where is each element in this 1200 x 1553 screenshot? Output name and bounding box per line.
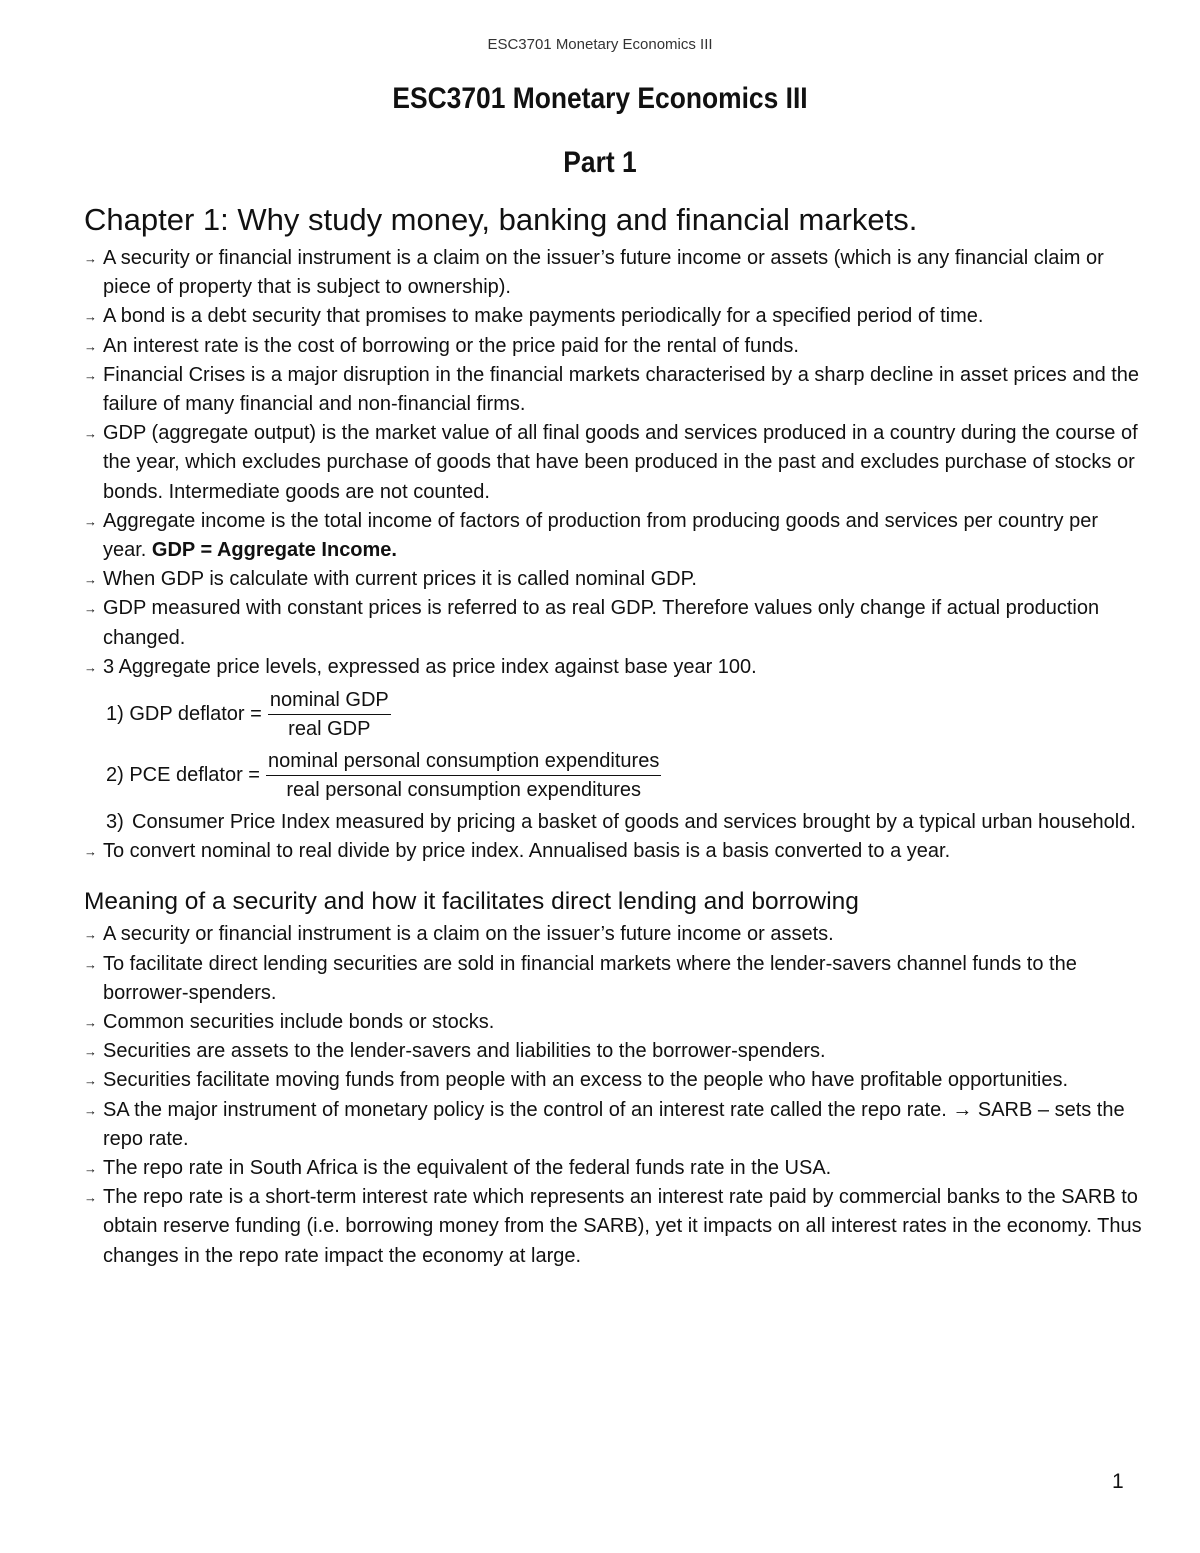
chapter-bullet-list-end	[84, 837, 1144, 866]
item-number: 3)	[106, 811, 124, 834]
section-heading: Meaning of a security and how it facilitates direct lending and borrowing	[84, 888, 859, 916]
chapter-bullet-list	[84, 244, 1144, 682]
arrow-icon: →	[84, 1161, 97, 1177]
denominator: real personal consumption expenditures	[286, 779, 641, 802]
pce-deflator-formula	[84, 747, 1144, 804]
arrow-icon: →	[84, 251, 97, 266]
formula-label: 2) PCE deflator =	[106, 764, 260, 787]
arrow-icon: →	[84, 601, 97, 617]
fraction	[268, 686, 391, 743]
list-item: → A bond is a debt security that promises to make payments periodically for a specified period of time.	[84, 302, 1144, 331]
list-item: → When GDP is calculate with current prices it is called nominal GDP.	[84, 565, 1144, 594]
arrow-icon: →	[84, 659, 97, 675]
list-item: → The repo rate in South Africa is the equivalent of the federal funds rate in the USA.	[84, 1154, 1144, 1183]
list-item: → Securities are assets to the lender-savers and liabilities to the borrower-spenders.	[84, 1037, 1144, 1066]
list-item: → Securities facilitate moving funds from people with an excess to the people who have profitable opportunities.	[84, 1066, 1144, 1095]
denominator: real GDP	[288, 718, 371, 741]
list-item: → GDP measured with constant prices is referred to as real GDP. Therefore values only change if actual production changed.	[84, 594, 1144, 652]
arrow-icon: →	[84, 367, 97, 383]
arrow-icon: →	[84, 1102, 97, 1118]
arrow-icon: →	[84, 1044, 97, 1060]
list-item: → Common securities include bonds or stocks.	[84, 1008, 1144, 1037]
list-item: → Aggregate income is the total income of factors of production from producing goods and services per country per year. GDP = Aggregate Income.	[84, 507, 1144, 565]
section-bullet-list	[84, 920, 1144, 1270]
arrow-icon: →	[84, 927, 97, 943]
arrow-icon: →	[84, 338, 97, 354]
fraction	[266, 747, 661, 804]
arrow-icon: →	[84, 309, 97, 325]
arrow-icon: →	[84, 956, 97, 972]
list-item: → To convert nominal to real divide by price index. Annualised basis is a basis converted to a year.	[84, 837, 1144, 866]
list-item: → An interest rate is the cost of borrowing or the price paid for the rental of funds.	[84, 332, 1144, 361]
arrow-icon: →	[84, 1015, 97, 1031]
arrow-icon: →	[84, 1073, 97, 1089]
running-header: ESC3701 Monetary Economics III	[487, 36, 713, 53]
cpi-item: 3) Consumer Price Index measured by pricing a basket of goods and services brought by a typical urban household.	[84, 808, 1144, 837]
document-title: ESC3701 Monetary Economics III	[392, 82, 808, 115]
formula-label: 1) GDP deflator =	[106, 703, 262, 726]
numerator: nominal GDP	[268, 686, 391, 715]
list-item: → A security or financial instrument is a claim on the issuer’s future income or assets (which is any financial claim or piece of property that is subject to ownership).	[84, 244, 1144, 302]
gdp-deflator-formula	[84, 686, 1144, 743]
list-item: → SA the major instrument of monetary policy is the control of an interest rate called the repo rate. → SARB – sets the repo rate.	[84, 1096, 1144, 1154]
arrow-icon: →	[84, 572, 97, 588]
bold-equation: GDP = Aggregate Income.	[151, 539, 397, 562]
arrow-icon: →	[84, 426, 97, 442]
page-number: 1	[1112, 1470, 1124, 1493]
arrow-icon: →	[84, 1190, 97, 1206]
numerator: nominal personal consumption expenditures	[266, 747, 661, 776]
arrow-icon: →	[84, 513, 97, 529]
list-item: → 3 Aggregate price levels, expressed as price index against base year 100.	[84, 653, 1144, 682]
page-content	[84, 200, 1144, 1271]
list-item: → To facilitate direct lending securities are sold in financial markets where the lender-savers channel funds to the borrower-spenders.	[84, 950, 1144, 1008]
arrow-icon: →	[84, 844, 97, 860]
chapter-heading: Chapter 1: Why study money, banking and financial markets.	[84, 202, 918, 237]
list-item: → Financial Crises is a major disruption in the financial markets characterised by a sharp decline in asset prices and the failure of many financial and non-financial firms.	[84, 361, 1144, 419]
list-item: → GDP (aggregate output) is the market value of all final goods and services produced in a country during the course of the year, which excludes purchase of goods that have been produced in the past and excludes purchase of stocks or bonds. Intermediate goods are not counted.	[84, 419, 1144, 507]
list-item: → A security or financial instrument is a claim on the issuer’s future income or assets.	[84, 920, 1144, 949]
part-title: Part 1	[563, 146, 637, 179]
list-item: → The repo rate is a short-term interest rate which represents an interest rate paid by commercial banks to the SARB to obtain reserve funding (i.e. borrowing money from the SARB), yet it impacts on all interest rates in the economy. Thus changes in the repo rate impact the economy at large.	[84, 1183, 1144, 1271]
